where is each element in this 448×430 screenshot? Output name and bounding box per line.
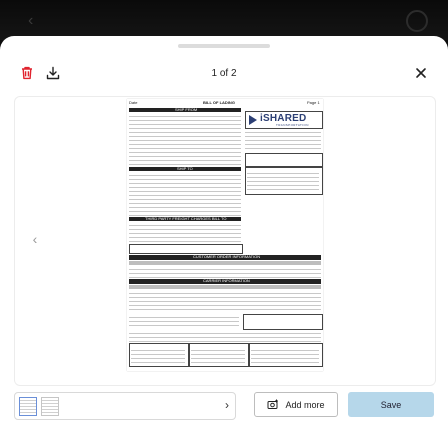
carrier-signature-lines xyxy=(251,347,319,363)
freight-terms-lines xyxy=(247,170,319,190)
add-photo-icon xyxy=(267,399,279,410)
page-counter: 1 of 2 xyxy=(211,68,237,79)
chevron-right-icon[interactable]: › xyxy=(225,398,229,412)
background-back-icon: ‹ xyxy=(28,12,34,29)
page-thumbnail[interactable] xyxy=(41,397,59,416)
add-more-label: Add more xyxy=(285,399,325,410)
customer-order-rows xyxy=(129,266,321,278)
carrier-info-rows xyxy=(129,290,321,312)
third-party-label: THIRD PARTY FREIGHT CHARGES BILL TO xyxy=(145,216,227,221)
terms-note-lines xyxy=(129,330,321,342)
doc-title: BILL OF LADING xyxy=(203,100,235,105)
doc-page-label: Page 1 xyxy=(307,100,320,105)
customer-order-label: CUSTOMER ORDER INFORMATION xyxy=(193,254,261,259)
logo-mark-icon xyxy=(249,115,257,125)
page-thumbnail[interactable] xyxy=(19,397,37,416)
save-button[interactable]: Save xyxy=(348,392,434,417)
background-app-bar xyxy=(0,0,448,40)
scac-box xyxy=(245,153,323,167)
ship-from-label: SHIP FROM xyxy=(175,107,198,112)
close-button[interactable] xyxy=(410,62,432,84)
page-thumbnails xyxy=(14,392,236,420)
ship-to-label: SHIP TO xyxy=(177,166,193,171)
bol-number-lines xyxy=(245,129,321,151)
carrier-info-subheader xyxy=(129,285,321,289)
customer-order-subheader xyxy=(129,261,321,265)
cod-box xyxy=(243,314,323,330)
logo-tagline: TRANSPORTATION xyxy=(276,123,309,127)
document-viewer[interactable] xyxy=(14,96,436,386)
previous-page-button[interactable] xyxy=(27,229,43,249)
special-instructions-box xyxy=(129,244,243,254)
close-icon xyxy=(415,67,427,79)
shipper-signature-lines xyxy=(131,347,185,363)
ship-from-lines xyxy=(129,113,241,167)
liability-note-lines xyxy=(129,314,239,328)
logo-brand: iSHARED xyxy=(260,113,307,124)
add-more-button[interactable] xyxy=(254,392,338,417)
document-preview-sheet xyxy=(0,36,448,430)
trailer-loaded-lines xyxy=(191,347,245,363)
carrier-info-label: CARRIER INFORMATION xyxy=(203,278,250,283)
sheet-drag-handle[interactable] xyxy=(178,44,270,48)
ship-to-lines xyxy=(129,172,241,216)
brand-logo xyxy=(245,111,323,129)
third-party-lines xyxy=(129,222,241,244)
sheet-header xyxy=(0,56,448,88)
sheet-footer xyxy=(0,392,448,430)
bill-of-lading-page xyxy=(127,99,323,371)
doc-date-label: Date xyxy=(129,100,138,105)
chevron-left-icon: ‹ xyxy=(32,231,38,247)
background-status-icon xyxy=(406,10,428,32)
